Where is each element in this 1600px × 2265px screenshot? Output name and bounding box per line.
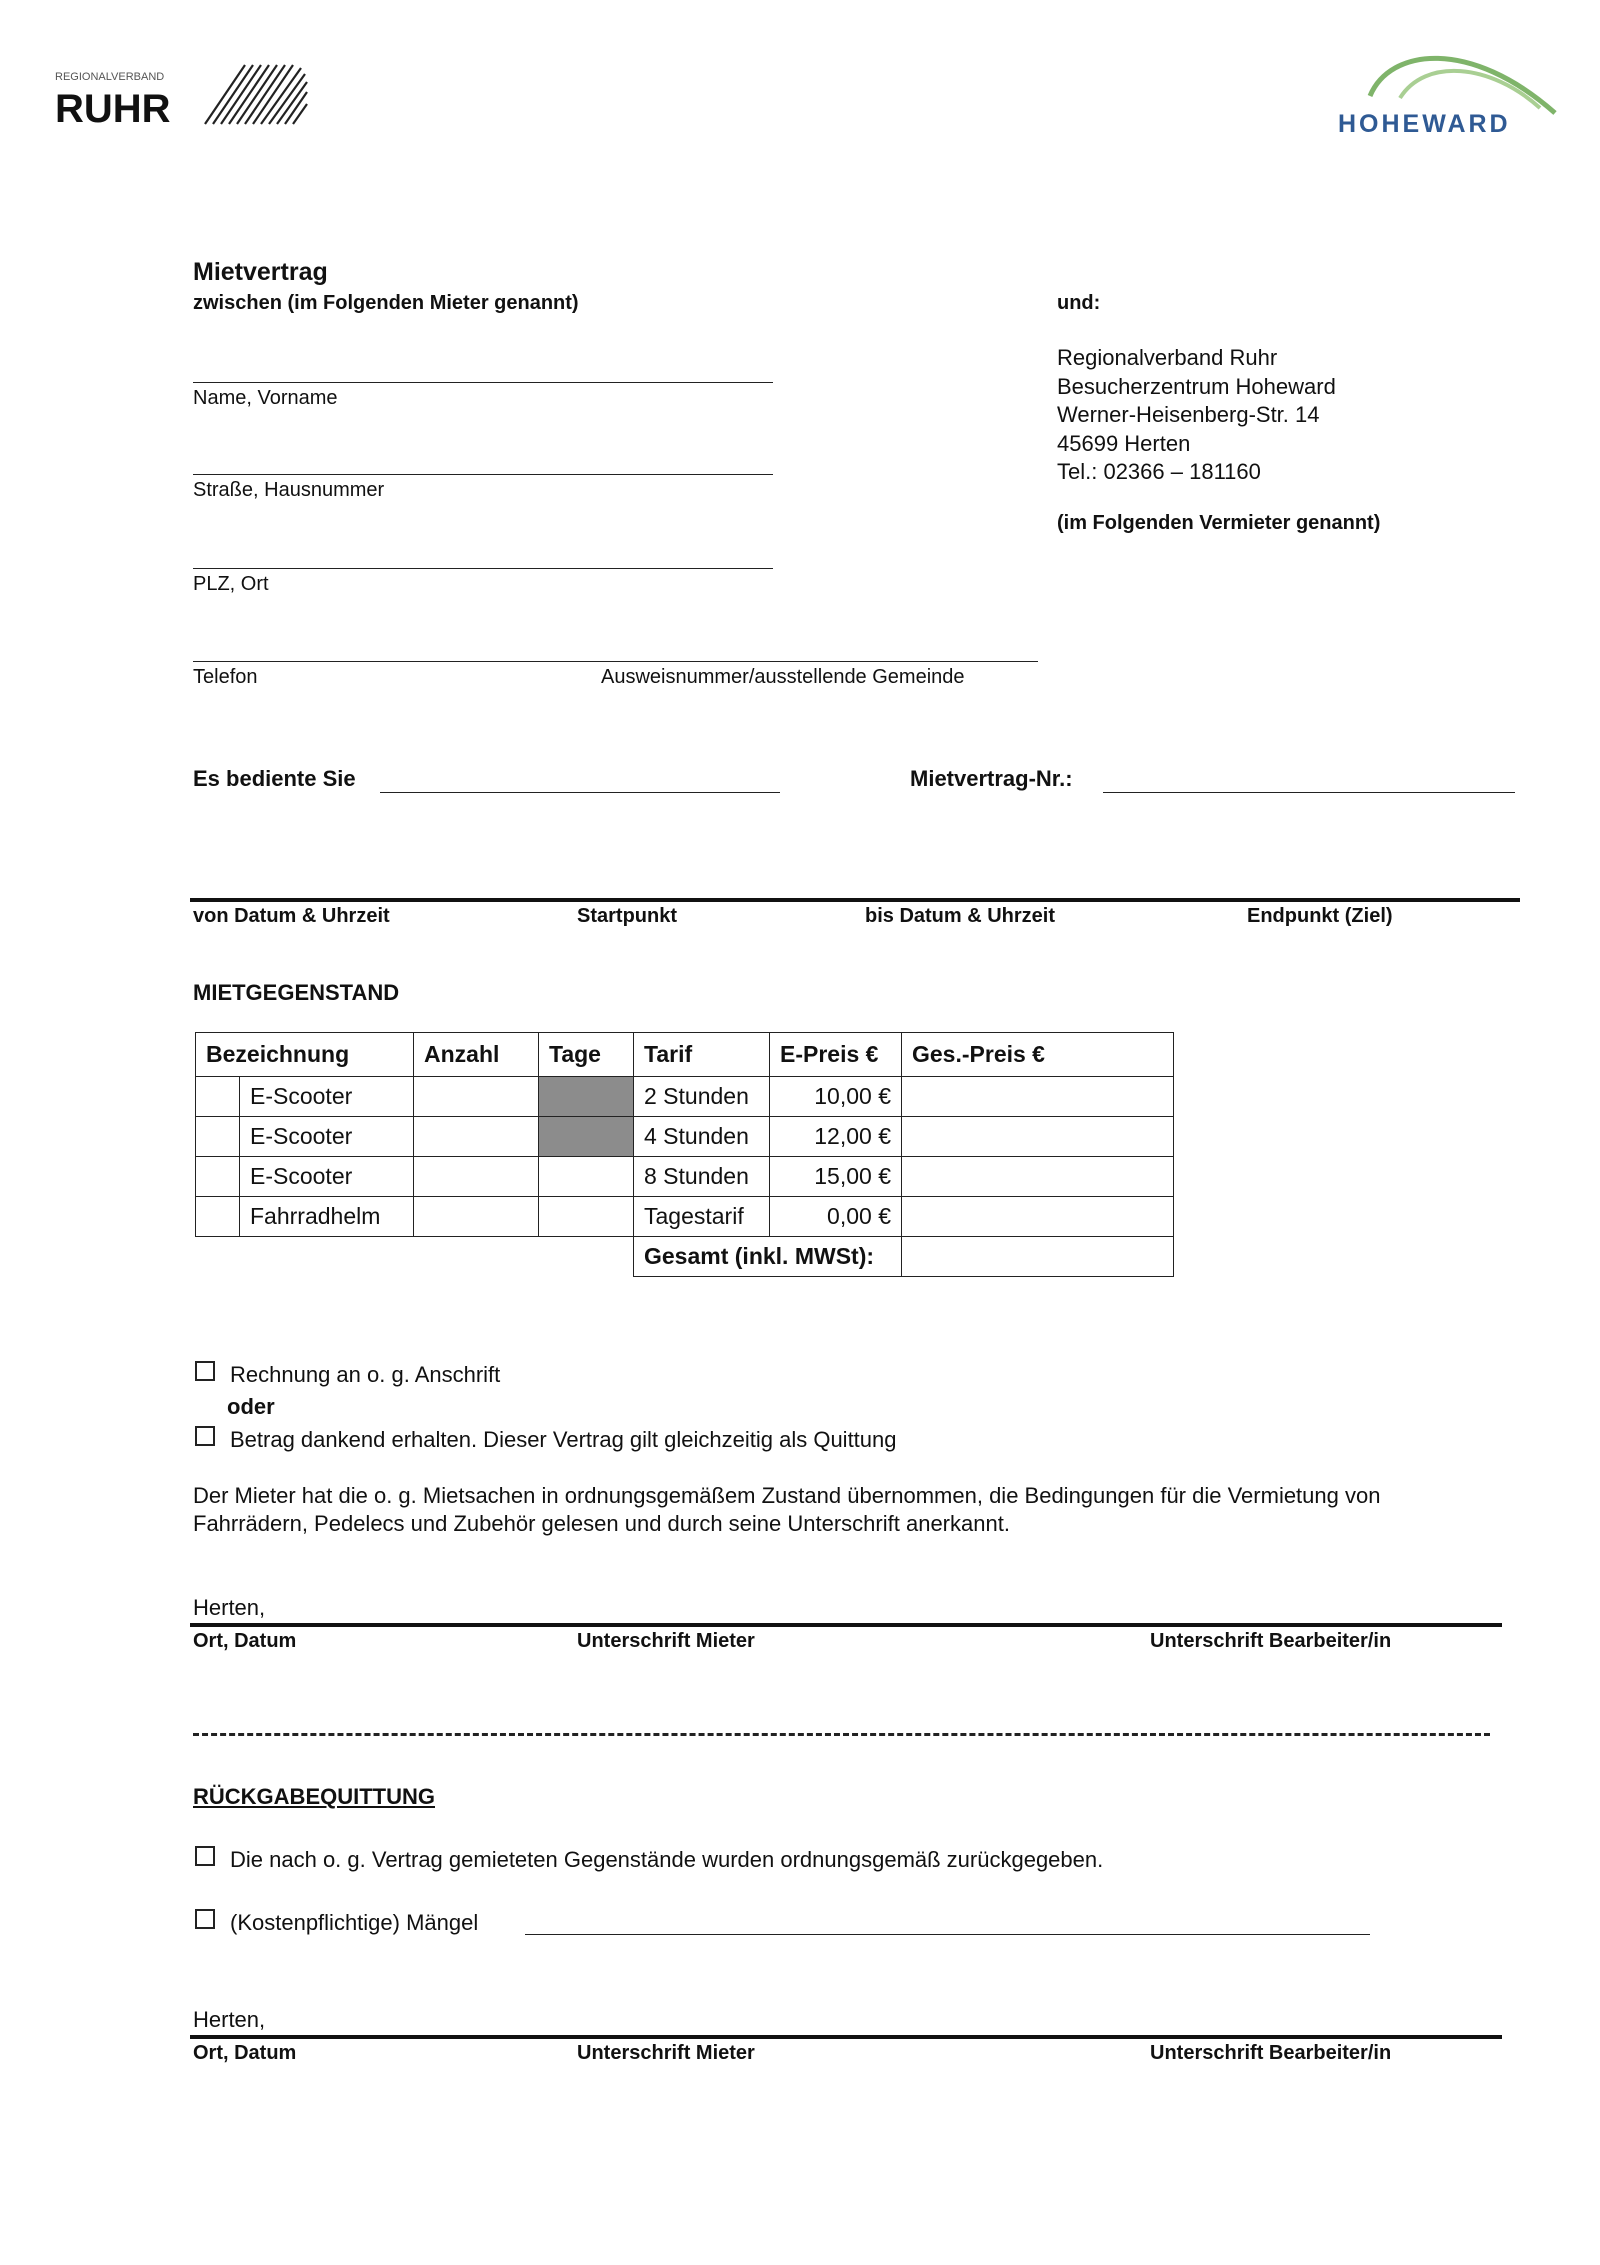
returned-checkbox[interactable]: [195, 1846, 215, 1866]
cut-line-divider: [193, 1733, 1490, 1736]
from-label: von Datum & Uhrzeit: [193, 905, 390, 927]
signature-line[interactable]: [190, 2035, 1502, 2039]
landlord-address: [1057, 344, 1336, 487]
name-label: Name, Vorname: [193, 387, 338, 409]
row-marker-cell[interactable]: [196, 1157, 240, 1197]
col-tage: Tage: [539, 1033, 634, 1077]
landlord-line: Besucherzentrum Hoheward: [1057, 373, 1336, 399]
total-price-cell[interactable]: [902, 1157, 1174, 1197]
table-header-row: [196, 1033, 1174, 1077]
price-cell: 0,00 €: [770, 1197, 902, 1237]
total-price-cell[interactable]: [902, 1117, 1174, 1157]
tarif-cell: 8 Stunden: [634, 1157, 770, 1197]
date-label: Ort, Datum: [193, 1630, 297, 1652]
tage-cell-disabled: [539, 1117, 634, 1157]
row-marker-cell[interactable]: [196, 1117, 240, 1157]
landlord-line: Werner-Heisenberg-Str. 14: [1057, 402, 1320, 427]
invoice-checkbox[interactable]: [195, 1361, 215, 1381]
landlord-line: Tel.: 02366 – 181160: [1057, 459, 1261, 484]
returned-label: Die nach o. g. Vertrag gemieteten Gegenstände wurden ordnungsgemäß zurückgegeben.: [230, 1847, 1104, 1872]
tage-cell[interactable]: [539, 1197, 634, 1237]
or-label: oder: [227, 1394, 275, 1419]
col-bezeichnung: Bezeichnung: [196, 1033, 414, 1077]
terms-paragraph: Der Mieter hat die o. g. Mietsachen in ordnungsgemäßem Zustand übernommen, die Bedingungen für die Vermietung von Fahrrädern, Pedelecs und Zubehör gelesen und durch seine Unterschrift anerkannt.: [193, 1483, 1381, 1536]
landlord-line: 45699 Herten: [1057, 430, 1191, 456]
contract-no-line[interactable]: [1103, 792, 1515, 793]
street-line[interactable]: [193, 474, 773, 475]
table-total-row: [196, 1237, 1174, 1277]
table-row: [196, 1117, 1174, 1157]
period-line[interactable]: [190, 898, 1520, 902]
table-row: [196, 1197, 1174, 1237]
table-row: [196, 1077, 1174, 1117]
phone-id-line[interactable]: [193, 661, 1038, 662]
hoheward-logo: [1330, 38, 1565, 138]
logo-ruhr-small-text: REGIONALVERBAND: [55, 71, 165, 83]
col-tarif: Tarif: [634, 1033, 770, 1077]
tarif-cell: 2 Stunden: [634, 1077, 770, 1117]
und-label: und:: [1057, 292, 1101, 314]
city-line[interactable]: [193, 568, 773, 569]
row-marker-cell[interactable]: [196, 1197, 240, 1237]
item-cell: E-Scooter: [240, 1117, 414, 1157]
total-price-cell[interactable]: [902, 1077, 1174, 1117]
landlord-note: (im Folgenden Vermieter genannt): [1057, 512, 1381, 534]
tage-cell-disabled: [539, 1077, 634, 1117]
defects-line[interactable]: [525, 1934, 1370, 1935]
defects-checkbox[interactable]: [195, 1909, 215, 1929]
phone-label: Telefon: [193, 666, 258, 688]
tenant-signature-label: Unterschrift Mieter: [577, 1630, 755, 1652]
place-label: Herten,: [193, 1595, 266, 1620]
served-by-line[interactable]: [380, 792, 780, 793]
paid-checkbox[interactable]: [195, 1426, 215, 1446]
col-epreis: E-Preis €: [770, 1033, 902, 1077]
end-label: Endpunkt (Ziel): [1247, 905, 1393, 927]
total-price-cell[interactable]: [902, 1197, 1174, 1237]
col-gespreis: Ges.-Preis €: [902, 1033, 1174, 1077]
anzahl-cell[interactable]: [414, 1077, 539, 1117]
anzahl-cell[interactable]: [414, 1197, 539, 1237]
date-label: Ort, Datum: [193, 2042, 297, 2064]
staff-signature-label: Unterschrift Bearbeiter/in: [1150, 1630, 1392, 1652]
signature-line[interactable]: [190, 1623, 1502, 1627]
row-marker-cell[interactable]: [196, 1077, 240, 1117]
total-label: Gesamt (inkl. MWSt):: [634, 1237, 902, 1277]
contract-no-label: Mietvertrag-Nr.:: [910, 766, 1073, 791]
street-label: Straße, Hausnummer: [193, 479, 385, 501]
name-line[interactable]: [193, 382, 773, 383]
defects-label: (Kostenpflichtige) Mängel: [230, 1910, 479, 1935]
staff-signature-label: Unterschrift Bearbeiter/in: [1150, 2042, 1392, 2064]
item-cell: E-Scooter: [240, 1077, 414, 1117]
to-label: bis Datum & Uhrzeit: [865, 905, 1056, 927]
anzahl-cell[interactable]: [414, 1117, 539, 1157]
table-row: [196, 1157, 1174, 1197]
page-subtitle: zwischen (im Folgenden Mieter genannt): [193, 292, 579, 314]
landlord-line: Regionalverband Ruhr: [1057, 345, 1278, 370]
logo-ruhr-text: RUHR: [55, 87, 171, 131]
price-cell: 15,00 €: [770, 1157, 902, 1197]
item-cell: Fahrradhelm: [240, 1197, 414, 1237]
empty-cell: [196, 1237, 634, 1277]
start-label: Startpunkt: [577, 905, 677, 927]
price-cell: 12,00 €: [770, 1117, 902, 1157]
served-by-label: Es bediente Sie: [193, 766, 356, 791]
col-anzahl: Anzahl: [414, 1033, 539, 1077]
tarif-cell: 4 Stunden: [634, 1117, 770, 1157]
tenant-signature-label: Unterschrift Mieter: [577, 2042, 755, 2064]
return-title: RÜCKGABEQUITTUNG: [193, 1784, 435, 1809]
item-cell: E-Scooter: [240, 1157, 414, 1197]
tage-cell[interactable]: [539, 1157, 634, 1197]
page-title: Mietvertrag: [193, 258, 328, 286]
invoice-label: Rechnung an o. g. Anschrift: [230, 1362, 501, 1387]
anzahl-cell[interactable]: [414, 1157, 539, 1197]
paid-label: Betrag dankend erhalten. Dieser Vertrag gilt gleichzeitig als Quittung: [230, 1427, 897, 1452]
rental-items-table: [195, 1032, 1174, 1277]
grand-total-cell[interactable]: [902, 1237, 1174, 1277]
id-label: Ausweisnummer/ausstellende Gemeinde: [601, 666, 965, 688]
city-label: PLZ, Ort: [193, 573, 269, 595]
price-cell: 10,00 €: [770, 1077, 902, 1117]
ruhr-logo: [55, 60, 315, 132]
section-rent-title: MIETGEGENSTAND: [193, 980, 400, 1005]
tarif-cell: Tagestarif: [634, 1197, 770, 1237]
logo-hoheward-text: HOHEWARD: [1338, 110, 1511, 138]
place-label: Herten,: [193, 2007, 266, 2032]
